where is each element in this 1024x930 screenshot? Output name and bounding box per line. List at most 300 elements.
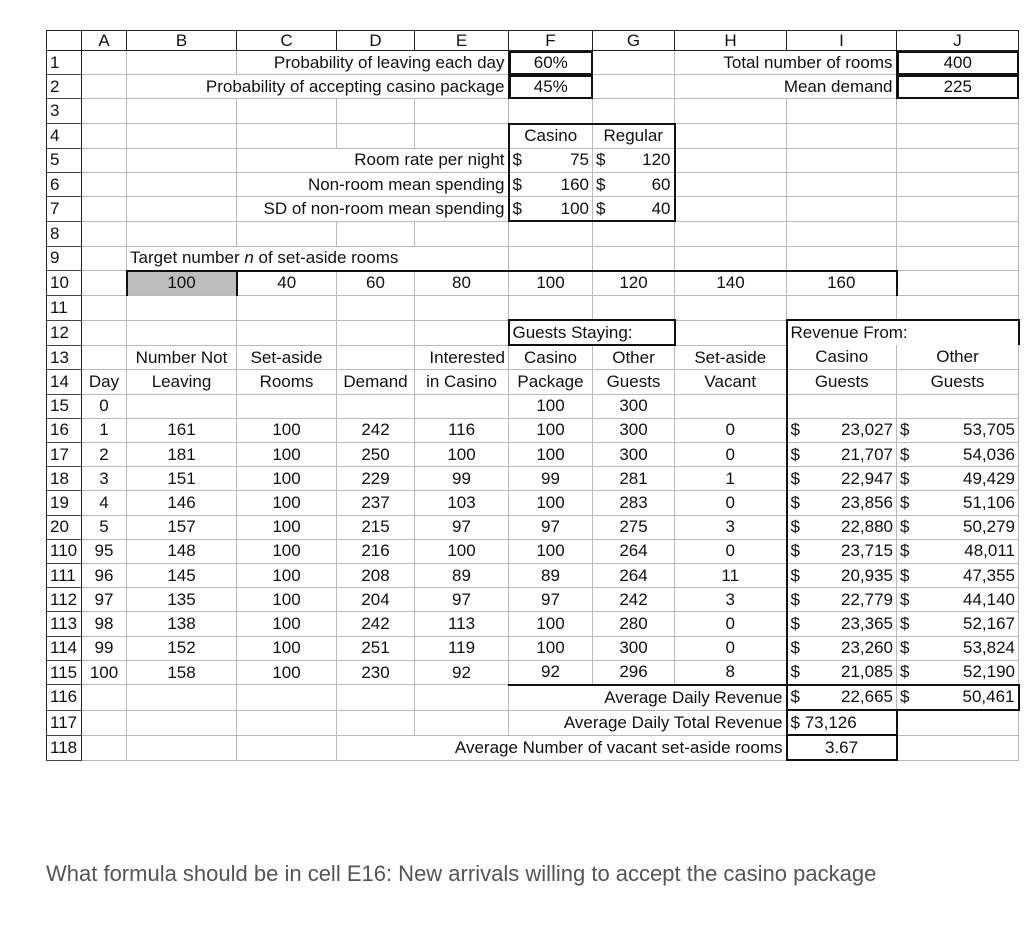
row-number[interactable]: 114 [47,636,82,660]
cell-vacant[interactable]: 1 [675,467,787,491]
cell-rev-other[interactable] [897,660,1019,685]
row-number[interactable]: 17 [47,443,82,467]
cell-demand[interactable]: 204 [337,588,415,612]
cell-day[interactable]: 5 [82,515,127,539]
row-number[interactable]: 15 [47,394,82,418]
target-option[interactable]: 60 [337,271,415,296]
empty-cell[interactable] [897,710,1019,735]
empty-cell[interactable] [415,320,509,345]
row-number[interactable]: 8 [47,221,82,246]
cell-other-guests[interactable]: 296 [593,660,675,685]
cell-other-guests[interactable]: 264 [593,563,675,587]
empty-cell[interactable] [415,99,509,124]
empty-cell[interactable] [897,99,1019,124]
empty-cell[interactable] [897,221,1019,246]
empty-cell[interactable] [337,345,415,370]
row-number[interactable]: 117 [47,710,82,735]
cell-other-guests[interactable]: 281 [593,467,675,491]
row-number[interactable]: 1 [47,51,82,75]
empty-cell[interactable] [897,735,1019,760]
column-header-f[interactable]: F [509,31,593,51]
empty-cell[interactable] [82,271,127,296]
empty-cell[interactable] [337,99,415,124]
cell-interested[interactable]: 119 [415,636,509,660]
empty-cell[interactable] [675,148,787,172]
cell-g6-regular-mean[interactable] [593,172,675,196]
cell-not-leaving[interactable]: 146 [127,491,237,515]
empty-cell[interactable] [593,295,675,320]
cell-set-aside[interactable]: 100 [237,612,337,636]
empty-cell[interactable] [509,295,593,320]
header-number-not[interactable]: Number Not [127,345,237,370]
header-revenue-from[interactable]: Revenue From: [787,320,1019,345]
cell-demand[interactable]: 215 [337,515,415,539]
empty-cell[interactable] [237,394,337,418]
cell-set-aside[interactable]: 100 [237,515,337,539]
cell-day[interactable]: 97 [82,588,127,612]
empty-cell[interactable] [897,295,1019,320]
empty-cell[interactable] [787,172,897,196]
cell-set-aside[interactable]: 100 [237,418,337,442]
empty-cell[interactable] [897,394,1019,418]
empty-cell[interactable] [337,295,415,320]
empty-cell[interactable] [127,320,237,345]
cell-set-aside[interactable]: 100 [237,588,337,612]
empty-cell[interactable] [897,172,1019,196]
cell-e16-interested[interactable]: 116 [415,418,509,442]
empty-cell[interactable] [787,124,897,149]
target-option[interactable]: 140 [675,271,787,296]
label-prob-accept[interactable]: Probability of accepting casino package [127,75,509,99]
cell-day[interactable]: 1 [82,418,127,442]
empty-cell[interactable] [82,124,127,149]
empty-cell[interactable] [127,394,237,418]
empty-cell[interactable] [82,345,127,370]
cell-not-leaving[interactable]: 135 [127,588,237,612]
empty-cell[interactable] [897,246,1019,271]
cell-demand[interactable]: 242 [337,612,415,636]
empty-cell[interactable] [675,246,787,271]
header-casino[interactable]: Casino [509,124,593,149]
cell-avg-total-revenue[interactable] [787,710,897,735]
cell-other-guests[interactable]: 283 [593,491,675,515]
row-number[interactable]: 11 [47,295,82,320]
target-option[interactable]: 80 [415,271,509,296]
cell-vacant[interactable]: 0 [675,491,787,515]
empty-cell[interactable] [127,295,237,320]
cell-demand[interactable]: 216 [337,539,415,563]
cell-casino-package[interactable]: 97 [509,588,593,612]
cell-casino-package[interactable]: 99 [509,467,593,491]
label-avg-vacant[interactable]: Average Number of vacant set-aside rooms [337,735,787,760]
cell-other-guests[interactable]: 275 [593,515,675,539]
cell-vacant[interactable]: 0 [675,636,787,660]
row-number[interactable]: 116 [47,685,82,710]
target-option[interactable]: 120 [593,271,675,296]
empty-cell[interactable] [787,295,897,320]
cell-avg-vacant[interactable]: 3.67 [787,735,897,760]
header-rooms[interactable]: Rooms [237,370,337,394]
target-option[interactable]: 40 [237,271,337,296]
cell-vacant[interactable]: 3 [675,515,787,539]
cell-set-aside[interactable]: 100 [237,467,337,491]
cell-vacant[interactable]: 8 [675,660,787,685]
cell-set-aside[interactable]: 100 [237,491,337,515]
header-day[interactable]: Day [82,370,127,394]
row-number[interactable]: 14 [47,370,82,394]
cell-set-aside[interactable]: 100 [237,443,337,467]
label-mean-demand[interactable]: Mean demand [675,75,897,99]
empty-cell[interactable] [675,221,787,246]
empty-cell[interactable] [82,148,127,172]
cell-rev-casino[interactable] [787,467,897,491]
cell-casino-package[interactable]: 100 [509,636,593,660]
column-header-a[interactable]: A [82,31,127,51]
cell-interested[interactable]: 103 [415,491,509,515]
empty-cell[interactable] [897,271,1019,296]
empty-cell[interactable] [127,710,237,735]
target-option[interactable]: 100 [509,271,593,296]
empty-cell[interactable] [127,197,237,222]
cell-set-aside[interactable]: 100 [237,539,337,563]
column-header-c[interactable]: C [237,31,337,51]
empty-cell[interactable] [237,124,337,149]
header-guests[interactable]: Guests [593,370,675,394]
cell-other-guests[interactable]: 300 [593,418,675,442]
empty-cell[interactable] [675,320,787,345]
label-nonroom-sd[interactable]: SD of non-room mean spending [237,197,509,222]
cell-day[interactable]: 98 [82,612,127,636]
cell-casino-package[interactable]: 92 [509,660,593,685]
cell-casino-package[interactable]: 100 [509,394,593,418]
empty-cell[interactable] [897,124,1019,149]
row-number[interactable]: 6 [47,172,82,196]
cell-not-leaving[interactable]: 151 [127,467,237,491]
cell-interested[interactable]: 100 [415,443,509,467]
cell-interested[interactable]: 113 [415,612,509,636]
cell-day[interactable]: 99 [82,636,127,660]
header-demand[interactable]: Demand [337,370,415,394]
cell-rev-casino[interactable] [787,588,897,612]
empty-cell[interactable] [509,99,593,124]
row-number[interactable]: 118 [47,735,82,760]
cell-rev-casino[interactable] [787,539,897,563]
cell-f5-casino-rate[interactable] [509,148,593,172]
empty-cell[interactable] [675,295,787,320]
column-header-i[interactable]: I [787,31,897,51]
column-header-e[interactable]: E [415,31,509,51]
column-header-h[interactable]: H [675,31,787,51]
empty-cell[interactable] [787,197,897,222]
empty-cell[interactable] [787,221,897,246]
cell-day[interactable]: 4 [82,491,127,515]
cell-b1[interactable] [127,51,237,75]
cell-g5-regular-rate[interactable] [593,148,675,172]
empty-cell[interactable] [415,124,509,149]
row-number[interactable]: 18 [47,467,82,491]
cell-casino-package[interactable]: 100 [509,539,593,563]
header-leaving[interactable]: Leaving [127,370,237,394]
column-header-b[interactable]: B [127,31,237,51]
header-regular[interactable]: Regular [593,124,675,149]
cell-casino-package[interactable]: 100 [509,491,593,515]
cell-rev-other[interactable] [897,467,1019,491]
header-interested[interactable]: Interested [415,345,509,370]
empty-cell[interactable] [675,172,787,196]
row-number[interactable]: 13 [47,345,82,370]
cell-vacant[interactable]: 11 [675,563,787,587]
empty-cell[interactable] [237,99,337,124]
cell-day[interactable]: 2 [82,443,127,467]
empty-cell[interactable] [127,148,237,172]
header-package[interactable]: Package [509,370,593,394]
cell-b10-target-selected[interactable]: 100 [127,271,237,296]
cell-f1-prob-leave[interactable]: 60% [509,51,593,75]
cell-casino-package[interactable]: 100 [509,443,593,467]
cell-not-leaving[interactable]: 145 [127,563,237,587]
cell-f2-prob-accept[interactable]: 45% [509,75,593,99]
empty-cell[interactable] [593,221,675,246]
row-number[interactable]: 19 [47,491,82,515]
cell-rev-casino[interactable] [787,491,897,515]
select-all-corner[interactable] [47,31,82,51]
empty-cell[interactable] [337,221,415,246]
cell-rev-other[interactable] [897,515,1019,539]
label-avg-daily-revenue[interactable]: Average Daily Revenue [509,685,787,710]
cell-not-leaving[interactable]: 158 [127,660,237,685]
label-nonroom-mean[interactable]: Non-room mean spending [237,172,509,196]
empty-cell[interactable] [82,172,127,196]
cell-demand[interactable]: 242 [337,418,415,442]
header-set-aside[interactable]: Set-aside [237,345,337,370]
row-number[interactable]: 110 [47,539,82,563]
empty-cell[interactable] [237,320,337,345]
cell-g1[interactable] [593,51,675,75]
cell-interested[interactable]: 92 [415,660,509,685]
cell-interested[interactable]: 97 [415,515,509,539]
empty-cell[interactable] [82,246,127,271]
row-number[interactable]: 9 [47,246,82,271]
header-other[interactable]: Other [897,345,1019,370]
cell-not-leaving[interactable]: 152 [127,636,237,660]
cell-other-guests[interactable]: 300 [593,443,675,467]
row-number[interactable]: 4 [47,124,82,149]
cell-other-guests[interactable]: 280 [593,612,675,636]
empty-cell[interactable] [127,685,237,710]
empty-cell[interactable] [82,685,127,710]
empty-cell[interactable] [82,197,127,222]
header-in-casino[interactable]: in Casino [415,370,509,394]
empty-cell[interactable] [415,394,509,418]
cell-casino-package[interactable]: 89 [509,563,593,587]
row-number[interactable]: 115 [47,660,82,685]
cell-other-guests[interactable]: 264 [593,539,675,563]
cell-rev-other[interactable] [897,563,1019,587]
label-total-rooms[interactable]: Total number of rooms [675,51,897,75]
cell-rev-casino[interactable] [787,443,897,467]
cell-rev-casino[interactable] [787,660,897,685]
empty-cell[interactable] [509,246,593,271]
header-casino[interactable]: Casino [787,345,897,370]
empty-cell[interactable] [237,221,337,246]
row-number[interactable]: 7 [47,197,82,222]
cell-rev-other[interactable] [897,588,1019,612]
cell-set-aside[interactable]: 100 [237,636,337,660]
empty-cell[interactable] [787,99,897,124]
empty-cell[interactable] [509,221,593,246]
cell-day[interactable]: 100 [82,660,127,685]
empty-cell[interactable] [82,320,127,345]
empty-cell[interactable] [82,735,127,760]
row-number[interactable]: 113 [47,612,82,636]
header-guests[interactable]: Guests [897,370,1019,394]
label-prob-leave[interactable]: Probability of leaving each day [237,51,509,75]
cell-a1[interactable] [82,51,127,75]
empty-cell[interactable] [127,172,237,196]
row-number[interactable]: 3 [47,99,82,124]
empty-cell[interactable] [82,221,127,246]
empty-cell[interactable] [675,124,787,149]
cell-j1-total-rooms[interactable]: 400 [897,51,1019,75]
row-number[interactable]: 12 [47,320,82,345]
cell-rev-casino[interactable] [787,612,897,636]
empty-cell[interactable] [82,295,127,320]
cell-rev-other[interactable] [897,491,1019,515]
empty-cell[interactable] [337,394,415,418]
empty-cell[interactable] [787,148,897,172]
label-target-n[interactable] [127,246,509,271]
cell-not-leaving[interactable]: 181 [127,443,237,467]
cell-interested[interactable]: 100 [415,539,509,563]
cell-day[interactable]: 3 [82,467,127,491]
cell-rev-casino[interactable] [787,563,897,587]
empty-cell[interactable] [237,685,337,710]
cell-vacant[interactable]: 0 [675,443,787,467]
header-vacant[interactable]: Vacant [675,370,787,394]
cell-set-aside[interactable]: 100 [237,563,337,587]
cell-avg-rev-other[interactable] [897,685,1019,710]
target-option[interactable]: 160 [787,271,897,296]
row-number[interactable]: 10 [47,271,82,296]
label-avg-daily-total[interactable]: Average Daily Total Revenue [509,710,787,735]
cell-avg-rev-casino[interactable] [787,685,897,710]
cell-other-guests[interactable]: 300 [593,636,675,660]
cell-a2[interactable] [82,75,127,99]
row-number[interactable]: 2 [47,75,82,99]
cell-set-aside[interactable]: 100 [237,660,337,685]
header-casino[interactable]: Casino [509,345,593,370]
empty-cell[interactable] [415,221,509,246]
empty-cell[interactable] [127,221,237,246]
cell-rev-other[interactable] [897,612,1019,636]
cell-f6-casino-mean[interactable] [509,172,593,196]
cell-rev-other[interactable] [897,443,1019,467]
empty-cell[interactable] [237,295,337,320]
empty-cell[interactable] [127,735,237,760]
cell-demand[interactable]: 208 [337,563,415,587]
label-room-rate[interactable]: Room rate per night [237,148,509,172]
row-number[interactable]: 112 [47,588,82,612]
empty-cell[interactable] [337,710,415,735]
empty-cell[interactable] [415,685,509,710]
row-number[interactable]: 5 [47,148,82,172]
row-number[interactable]: 111 [47,563,82,587]
empty-cell[interactable] [82,99,127,124]
empty-cell[interactable] [415,295,509,320]
cell-day[interactable]: 0 [82,394,127,418]
empty-cell[interactable] [415,710,509,735]
cell-interested[interactable]: 99 [415,467,509,491]
cell-not-leaving[interactable]: 157 [127,515,237,539]
cell-demand[interactable]: 250 [337,443,415,467]
column-header-j[interactable]: J [897,31,1019,51]
empty-cell[interactable] [593,246,675,271]
cell-vacant[interactable]: 0 [675,612,787,636]
cell-vacant[interactable]: 3 [675,588,787,612]
empty-cell[interactable] [787,394,897,418]
header-guests-staying[interactable]: Guests Staying: [509,320,675,345]
cell-rev-casino[interactable] [787,515,897,539]
cell-not-leaving[interactable]: 138 [127,612,237,636]
empty-cell[interactable] [237,735,337,760]
empty-cell[interactable] [675,99,787,124]
header-guests[interactable]: Guests [787,370,897,394]
empty-cell[interactable] [82,710,127,735]
cell-rev-casino[interactable] [787,636,897,660]
empty-cell[interactable] [593,99,675,124]
empty-cell[interactable] [787,246,897,271]
header-set-aside[interactable]: Set-aside [675,345,787,370]
cell-demand[interactable]: 230 [337,660,415,685]
cell-g7-regular-sd[interactable] [593,197,675,222]
cell-f7-casino-sd[interactable] [509,197,593,222]
cell-day[interactable]: 96 [82,563,127,587]
empty-cell[interactable] [675,394,787,418]
cell-vacant[interactable]: 0 [675,418,787,442]
empty-cell[interactable] [337,685,415,710]
empty-cell[interactable] [897,148,1019,172]
cell-demand[interactable]: 251 [337,636,415,660]
header-other[interactable]: Other [593,345,675,370]
cell-casino-package[interactable]: 97 [509,515,593,539]
empty-cell[interactable] [127,124,237,149]
cell-day[interactable]: 95 [82,539,127,563]
cell-vacant[interactable]: 0 [675,539,787,563]
empty-cell[interactable] [897,197,1019,222]
empty-cell[interactable] [237,710,337,735]
cell-g2[interactable] [593,75,675,99]
cell-rev-other[interactable] [897,636,1019,660]
row-number[interactable]: 16 [47,418,82,442]
column-header-d[interactable]: D [337,31,415,51]
cell-rev-other[interactable] [897,418,1019,442]
empty-cell[interactable] [337,320,415,345]
cell-rev-other[interactable] [897,539,1019,563]
cell-interested[interactable]: 89 [415,563,509,587]
cell-demand[interactable]: 237 [337,491,415,515]
empty-cell[interactable] [675,197,787,222]
empty-cell[interactable] [127,99,237,124]
row-number[interactable]: 20 [47,515,82,539]
cell-other-guests[interactable]: 242 [593,588,675,612]
cell-casino-package[interactable]: 100 [509,418,593,442]
cell-not-leaving[interactable]: 148 [127,539,237,563]
cell-other-guests[interactable]: 300 [593,394,675,418]
column-header-g[interactable]: G [593,31,675,51]
empty-cell[interactable] [337,124,415,149]
cell-not-leaving[interactable]: 161 [127,418,237,442]
cell-interested[interactable]: 97 [415,588,509,612]
